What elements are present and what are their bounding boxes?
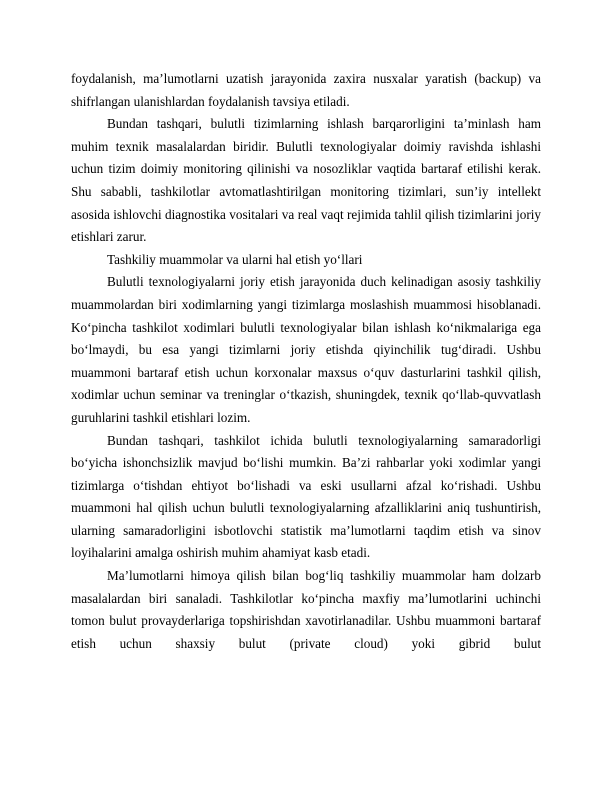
paragraph-distrust: Bundan tashqari, tashkilot ichida bulutli texnologiyalarning samaradorligi bo‘yicha ishonchsizlik mavjud bo‘lishi mumkin. Ba’zi rahbarlar yoki xodimlar yangi tizimlarga o‘tishdan ehtiyot bo‘lishadi va eski usullarni afzal ko‘rishadi. Ushbu muammoni hal qilish uchun bulutli texnologiyalarning afzalliklarini aniq tushuntirish, ularning samaradorligini isbotlovchi statistik ma’lumotlarni taqdim etish va sinov loyihalarini amalga oshirish muhim ahamiyat kasb etadi. (71, 432, 541, 561)
paragraph-system-stability: Bundan tashqari, bulutli tizimlarning ishlash barqarorligini ta’minlash ham muhim texnik masalalardan biridir. Bulutli texnologiyalar doimiy ravishda ishlashi uchun tizim doimiy monitoring qilinishi va nosozliklar vaqtida bartaraf etilishi kerak. Shu sababli, tashkilotlar avtomatlashtirilgan monitoring tizimlari, sun’iy intellekt asosida ishlovchi diagnostika vositalari va real vaqt rejimida tahlil qilish tizimlarini joriy etishlari zarur. (71, 116, 541, 245)
section-heading-organizational-problems: Tashkiliy muammolar va ularni hal etish yo‘llari (107, 251, 363, 267)
document-page (71, 68, 541, 655)
paragraph-backup-encryption: foydalanish, ma’lumotlarni uzatish jarayonida zaxira nusxalar yaratish (backup) va shifrlangan ulanishlardan foydalanish tavsiya etiladi. (71, 71, 541, 109)
paragraph-data-protection: Ma’lumotlarni himoya qilish bilan bog‘liq tashkiliy muammolar ham dolzarb masalalardan biri sanaladi. Tashkilotlar ko‘pincha maxfiy ma’lumotlarini uchinchi tomon bulut provayderlariga topshirishdan xavotirlanadilar. Ushbu muammoni bartaraf etish uchun shaxsiy bulut (private cloud) yoki gibrid bulut (71, 568, 541, 651)
paragraph-staff-adaptation: Bulutli texnologiyalarni joriy etish jarayonida duch kelinadigan asosiy tashkiliy muammolardan biri xodimlarning yangi tizimlarga moslashish muammosi hisoblanadi. Ko‘pincha tashkilot xodimlari bulutli texnologiyalar bilan ishlash ko‘nikmalariga ega bo‘lmaydi, bu esa yangi tizimlarni joriy etishda qiyinchilik tug‘diradi. Ushbu muammoni bartaraf etish uchun korxonalar maxsus o‘quv dasturlarini tashkil qilish, xodimlar uchun seminar va treninglar o‘tkazish, shuningdek, texnik qo‘llab-quvvatlash guruhlarini tashkil etishlari lozim. (71, 274, 541, 425)
